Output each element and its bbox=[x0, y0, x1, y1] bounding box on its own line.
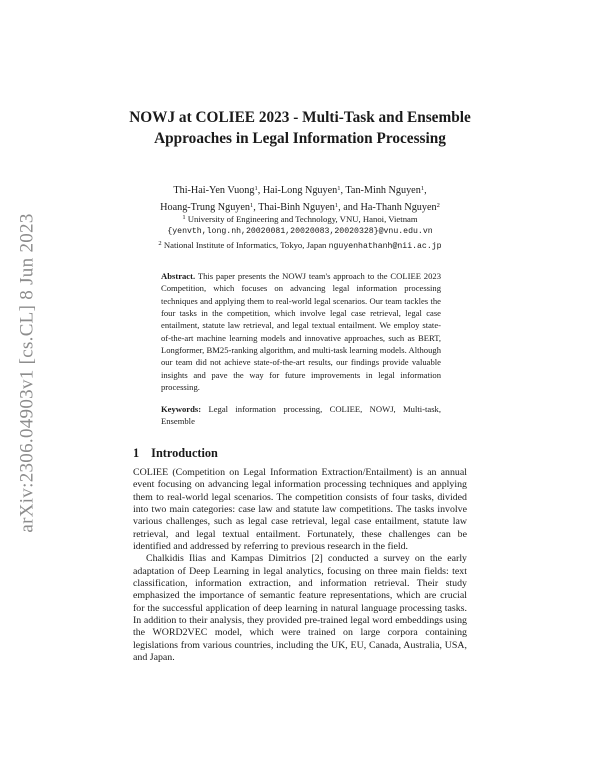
affiliation-mark: 1 bbox=[420, 185, 425, 192]
author-separator: , bbox=[253, 202, 259, 213]
affiliation-mark: 1 bbox=[254, 185, 258, 192]
affiliation-text: University of Engineering and Technology, VNU, Hanoi, Vietnam bbox=[187, 214, 418, 224]
author-name: Thai-Binh Nguyen bbox=[258, 202, 335, 213]
affiliation-1-emails: {yenvth,long.nh,20020081,20020083,20020328}@vnu.edu.vn bbox=[167, 226, 433, 236]
affiliation-number: 2 bbox=[158, 240, 162, 248]
abstract-text: This paper presents the NOWJ team's approach to the COLIEE 2023 Competition, which focuses on advancing legal information processing techniques and applying them to real-world legal scenarios. Our team tackles the four tasks in the competition, which involve legal case retrieval, legal case entailment, statute law retrieval, and legal textual entailment. We employ state-of-the-art machine learning models and innovative approaches, such as BERT, Longformer, BM25-ranking algorithm, and multi-task learning models. Although our team did not achieve state-of-the-art results, our findings provide valuable insights and pave the way for future improvements in legal information processing. bbox=[161, 271, 441, 393]
affiliation-2-email: nguyenhathanh@nii.ac.jp bbox=[328, 242, 442, 252]
author-name: Hai-Long Nguyen bbox=[262, 185, 338, 196]
affiliation-1 bbox=[120, 212, 480, 226]
arxiv-stamp-text: arXiv:2306.04903v1 [cs.CL] 8 Jun 2023 bbox=[17, 213, 39, 533]
affiliation-mark: 1 bbox=[337, 185, 341, 192]
author-line-1 bbox=[120, 181, 480, 198]
author-separator: , and bbox=[338, 202, 361, 213]
author-name: Hoang-Trung Nguyen bbox=[160, 202, 251, 213]
author-separator: , bbox=[424, 185, 427, 196]
paper-title: NOWJ at COLIEE 2023 - Multi-Task and Ensemble Approaches in Legal Information Processing bbox=[129, 109, 471, 147]
affiliation-mark: 1 bbox=[334, 202, 339, 209]
author-name: Tan-Minh Nguyen bbox=[345, 185, 421, 196]
abstract-label: Abstract. bbox=[161, 271, 196, 281]
author-separator: , bbox=[340, 185, 346, 196]
keywords bbox=[161, 403, 441, 428]
affiliations bbox=[120, 212, 480, 254]
author-name: Ha-Thanh Nguyen bbox=[360, 202, 437, 213]
author-list bbox=[120, 181, 480, 215]
keywords-label: Keywords: bbox=[161, 404, 202, 414]
affiliation-number: 1 bbox=[182, 214, 186, 221]
body-text bbox=[133, 467, 467, 665]
abstract bbox=[161, 270, 441, 393]
paragraph: COLIEE (Competition on Legal Information Extraction/Entailment) is an annual event focusing on advancing legal information processing techniques and applying them to real-world legal scenarios. The competition consists of four tasks, divided into two main categories: case law and statute law competitions. The tasks involve various challenges, such as legal case retrieval, legal case entailment, statute law retrieval, and legal textual entailment. Fortunately, these challenges can be identified and addressed by referring to previous research in the field. bbox=[133, 467, 467, 553]
section-title: Introduction bbox=[151, 446, 218, 460]
affiliation-2 bbox=[120, 238, 480, 254]
affiliation-mark: 2 bbox=[436, 202, 440, 209]
paragraph: Chalkidis Ilias and Kampas Dimitrios [2] conducted a survey on the early adaptation of Deep Learning in legal analytics, focusing on three main fields: text classification, information extraction, and information retrieval. Their study emphasized the importance of semantic feature representations, which are crucial for the successful application of deep learning in natural language processing tasks. In addition to their analysis, they provided pre-trained legal word embeddings using the WORD2VEC model, which were trained on large corpora containing legislations from various countries, including the UK, EU, Canada, Australia, USA, and Japan. bbox=[133, 553, 467, 664]
keywords-text: Legal information processing, COLIEE, NOWJ, Multi-task, Ensemble bbox=[161, 404, 441, 427]
affiliation-mark: 1 bbox=[250, 202, 254, 209]
section-number: 1 bbox=[133, 446, 140, 460]
section-heading bbox=[133, 446, 218, 461]
arxiv-stamp bbox=[14, 193, 42, 553]
author-name: Thi-Hai-Yen Vuong bbox=[173, 185, 255, 196]
affiliation-text: National Institute of Informatics, Tokyo, Japan bbox=[163, 240, 327, 251]
author-separator: , bbox=[257, 185, 263, 196]
